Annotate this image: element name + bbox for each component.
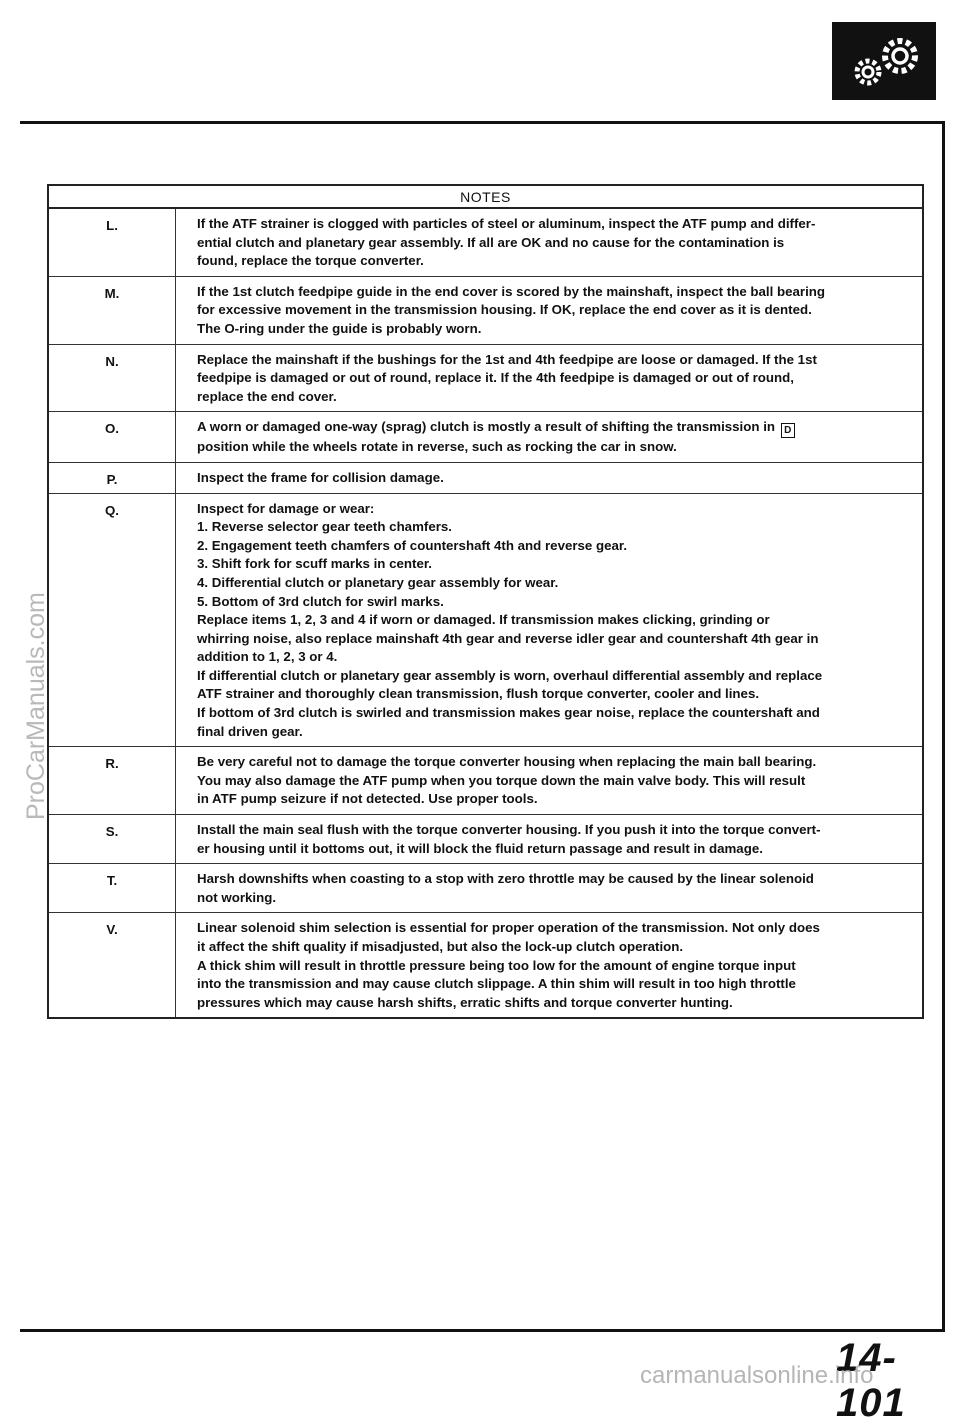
note-row — [48, 412, 923, 463]
note-line-text: 4. Differential clutch or planetary gear assembly for wear. — [197, 574, 559, 590]
gears-svg — [832, 22, 936, 100]
note-line — [197, 518, 912, 537]
note-line-text: replace the end cover. — [197, 388, 337, 404]
note-line — [197, 500, 912, 519]
note-line — [197, 723, 912, 742]
note-row — [48, 462, 923, 493]
notes-table — [47, 184, 924, 1019]
note-line — [197, 438, 912, 457]
note-line-text: The O-ring under the guide is probably worn. — [197, 320, 482, 336]
note-line — [197, 469, 912, 488]
note-line-text: Replace the mainshaft if the bushings for the 1st and 4th feedpipe are loose or damaged. If the 1st — [197, 351, 817, 367]
note-line-text: Inspect the frame for collision damage. — [197, 469, 444, 485]
note-line-text: into the transmission and may cause clutch slippage. A thin shim will result in too high throttle — [197, 976, 796, 992]
note-line-text: Linear solenoid shim selection is essential for proper operation of the transmission. Not only does — [197, 920, 820, 936]
note-line-text: 2. Engagement teeth chamfers of countershaft 4th and reverse gear. — [197, 537, 628, 553]
bottom-watermark: carmanualsonline.info — [640, 1362, 874, 1389]
note-line-text: for excessive movement in the transmission housing. If OK, replace the end cover as it is dented. — [197, 302, 812, 318]
note-key: S. — [48, 815, 176, 864]
note-key: R. — [48, 747, 176, 815]
note-text — [176, 913, 924, 1018]
note-line — [197, 975, 912, 994]
note-key: L. — [48, 208, 176, 276]
note-line — [197, 369, 912, 388]
note-line-text: ATF strainer and thoroughly clean transmission, flush torque converter, cooler and lines. — [197, 686, 760, 702]
note-line-text: A worn or damaged one-way (sprag) clutch is mostly a result of shifting the transmission in — [197, 419, 776, 435]
note-text — [176, 864, 924, 913]
notes-title: NOTES — [48, 185, 923, 208]
note-row — [48, 913, 923, 1018]
side-watermark: ProCarManuals.com — [22, 592, 50, 820]
note-line — [197, 537, 912, 556]
note-text — [176, 493, 924, 747]
note-line-text: final driven gear. — [197, 723, 303, 739]
note-line — [197, 252, 912, 271]
note-line-text: Be very careful not to damage the torque converter housing when replacing the main ball bearing. — [197, 754, 817, 770]
note-line — [197, 574, 912, 593]
note-line-text: If the ATF strainer is clogged with particles of steel or aluminum, inspect the ATF pump and differ- — [197, 216, 816, 231]
note-line — [197, 870, 912, 889]
boxed-d-position-icon: D — [781, 423, 795, 438]
note-text — [176, 276, 924, 344]
note-line-text: If bottom of 3rd clutch is swirled and transmission makes gear noise, replace the countershaft and — [197, 705, 820, 721]
note-line-text: 3. Shift fork for scuff marks in center. — [197, 556, 432, 572]
note-key: P. — [48, 462, 176, 493]
note-line — [197, 593, 912, 612]
note-row — [48, 864, 923, 913]
top-rule — [20, 121, 944, 124]
gears-icon — [832, 22, 936, 100]
note-key: N. — [48, 344, 176, 412]
note-line — [197, 234, 912, 253]
note-line — [197, 994, 912, 1013]
note-line-text: ential clutch and planetary gear assembly. If all are OK and no cause for the contamination is — [197, 234, 785, 250]
note-key: O. — [48, 412, 176, 463]
note-line-text: 5. Bottom of 3rd clutch for swirl marks. — [197, 593, 444, 609]
note-row — [48, 747, 923, 815]
note-line — [197, 351, 912, 370]
note-line — [197, 648, 912, 667]
note-line-text: Inspect for damage or wear: — [197, 500, 375, 516]
note-text — [176, 344, 924, 412]
note-line-text: pressures which may cause harsh shifts, erratic shifts and torque converter hunting. — [197, 994, 733, 1010]
note-line — [197, 630, 912, 649]
note-text — [176, 208, 924, 276]
note-line-text: 1. Reverse selector gear teeth chamfers. — [197, 519, 452, 535]
note-line — [197, 215, 912, 234]
note-line — [197, 790, 912, 809]
note-key: M. — [48, 276, 176, 344]
note-line — [197, 388, 912, 407]
note-line — [197, 283, 912, 302]
note-line-text: er housing until it bottoms out, it will block the fluid return passage and result in damage. — [197, 840, 763, 856]
note-row — [48, 276, 923, 344]
note-line — [197, 772, 912, 791]
note-line — [197, 611, 912, 630]
note-key: V. — [48, 913, 176, 1018]
page-number: 14-101 — [836, 1336, 906, 1425]
note-row — [48, 493, 923, 747]
note-line-text: whirring noise, also replace mainshaft 4th gear and reverse idler gear and countershaft 4th gear in — [197, 630, 819, 646]
note-line-text: A thick shim will result in throttle pressure being too low for the amount of engine torque input — [197, 957, 796, 973]
note-line-text: If differential clutch or planetary gear assembly is worn, overhaul differential assembly and replace — [197, 667, 823, 683]
note-line-text: You may also damage the ATF pump when you torque down the main valve body. This will result — [197, 772, 806, 788]
note-line — [197, 753, 912, 772]
note-row — [48, 208, 923, 276]
note-line — [197, 821, 912, 840]
note-line-text: position while the wheels rotate in reverse, such as rocking the car in snow. — [197, 439, 677, 455]
note-key: Q. — [48, 493, 176, 747]
note-line-text: addition to 1, 2, 3 or 4. — [197, 649, 338, 665]
note-text — [176, 462, 924, 493]
note-key: T. — [48, 864, 176, 913]
note-row — [48, 815, 923, 864]
note-line-text: not working. — [197, 889, 277, 905]
note-line-text: it affect the shift quality if misadjusted, but also the lock-up clutch operation. — [197, 939, 684, 954]
note-line — [197, 685, 912, 704]
note-line-text: in ATF pump seizure if not detected. Use proper tools. — [197, 791, 538, 807]
note-line — [197, 957, 912, 976]
note-line-text: Harsh downshifts when coasting to a stop with zero throttle may be caused by the linear solenoid — [197, 871, 814, 887]
note-text — [176, 412, 924, 463]
note-line — [197, 889, 912, 908]
note-line — [197, 840, 912, 859]
note-line-text: If the 1st clutch feedpipe guide in the end cover is scored by the mainshaft, inspect the ball bearing — [197, 283, 826, 299]
note-line — [197, 555, 912, 574]
note-line — [197, 418, 912, 438]
note-line-text: found, replace the torque converter. — [197, 253, 424, 269]
note-line-text: Replace items 1, 2, 3 and 4 if worn or damaged. If transmission makes clicking, grinding or — [197, 612, 770, 628]
note-line — [197, 919, 912, 938]
right-rule — [942, 121, 945, 1331]
note-text — [176, 815, 924, 864]
note-line — [197, 667, 912, 686]
note-text — [176, 747, 924, 815]
note-line-text: Install the main seal flush with the torque converter housing. If you push it into the torque convert- — [197, 822, 821, 838]
note-line — [197, 938, 912, 957]
note-line-text: feedpipe is damaged or out of round, replace it. If the 4th feedpipe is damaged or out of round, — [197, 370, 794, 386]
note-line — [197, 704, 912, 723]
note-line — [197, 301, 912, 320]
note-line — [197, 320, 912, 339]
notes-body — [48, 208, 923, 1018]
bottom-rule — [20, 1329, 945, 1332]
note-row — [48, 344, 923, 412]
